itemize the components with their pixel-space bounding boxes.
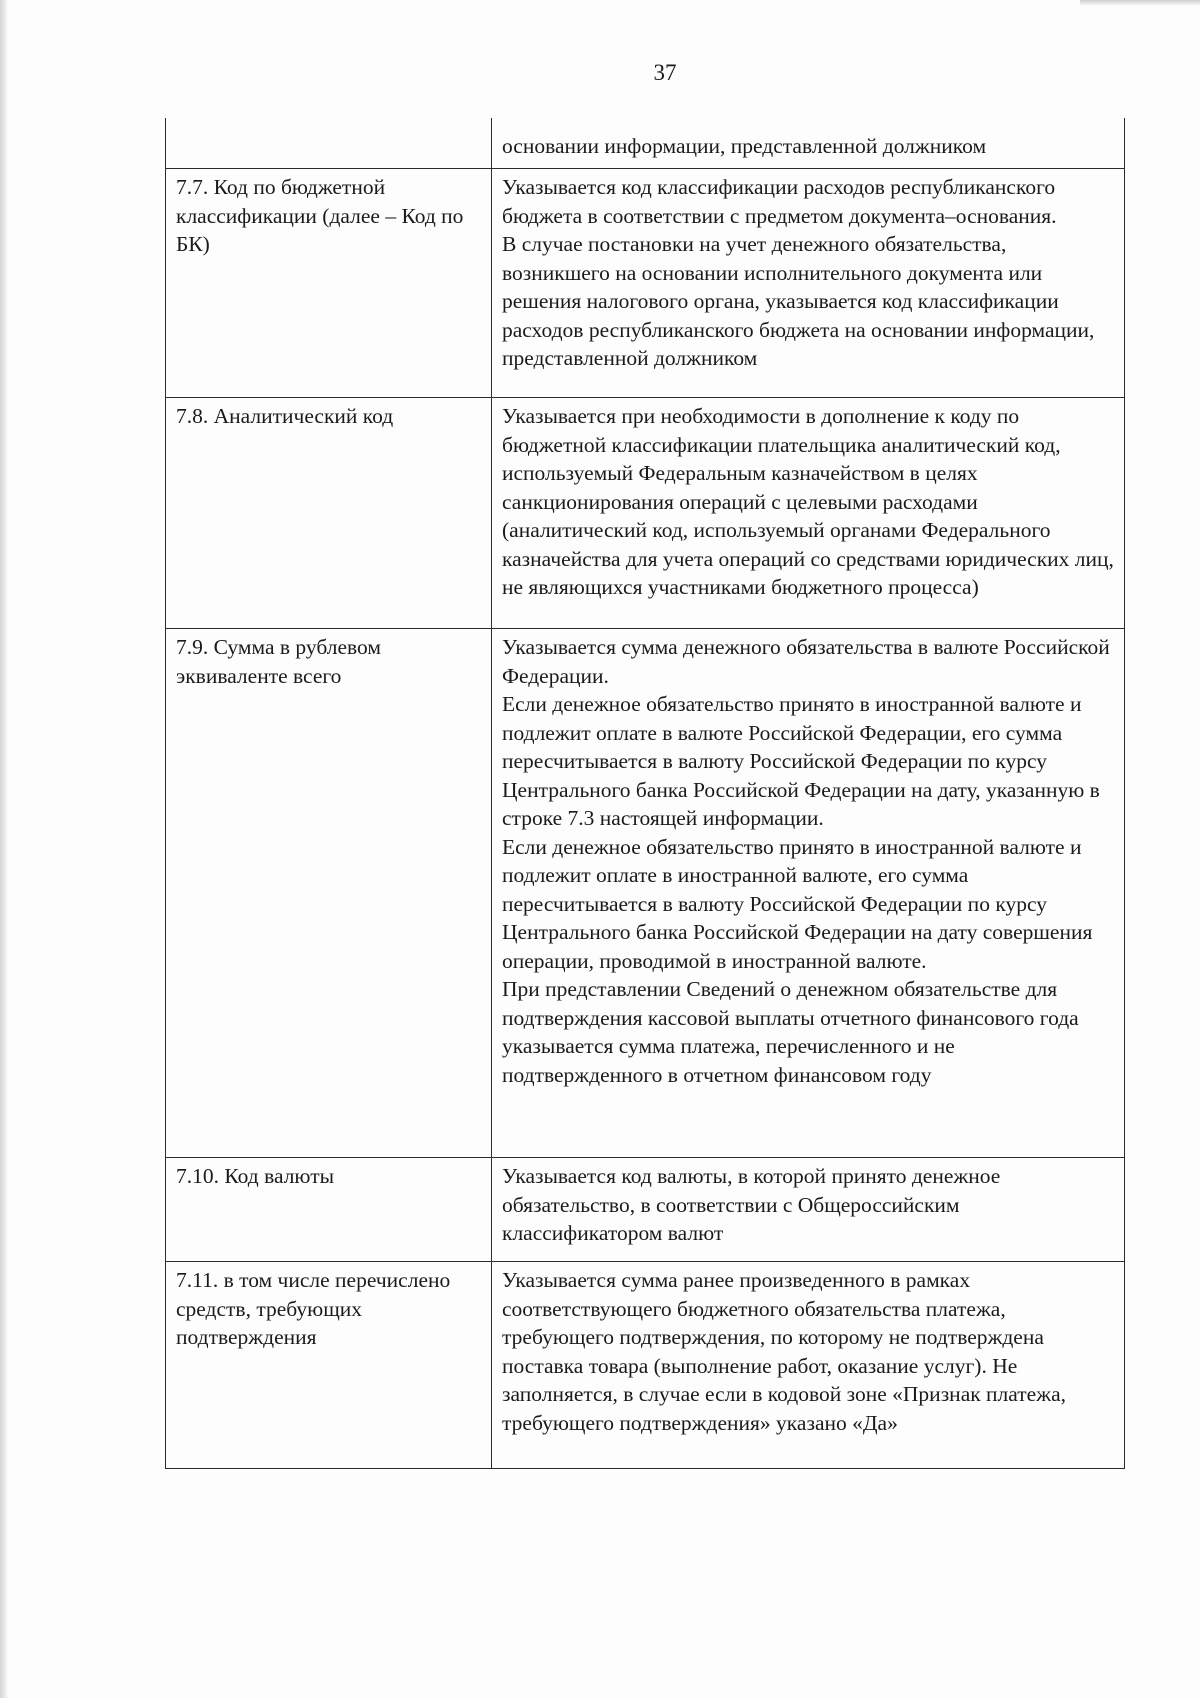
description-cell [492, 1262, 1125, 1469]
description-paragraph: Если денежное обязательство принято в иностранной валюте и подлежит оплате в валюте Российской Федерации, его сумма пересчитывается в валюту Российской Федерации по курсу Центрального банка Российской Федерации на дату, указанную в строке 7.3 настоящей информации. [502, 692, 1100, 830]
table-row-7-8 [166, 398, 1125, 629]
description-cell [492, 169, 1125, 398]
scan-edge-shadow [0, 0, 7, 1698]
description-paragraph: Указывается сумма денежного обязательства в валюте Российской Федерации. [502, 635, 1110, 688]
field-cell [166, 118, 492, 169]
field-cell: 7.9. Сумма в рублевом эквиваленте всего [166, 629, 492, 1158]
description-paragraph: В случае постановки на учет денежного обязательства, возникшего на основании исполнительного документа или решения налогового органа, указывается код классификации расходов республиканского бюджета на основании информации, представленной должником [502, 232, 1095, 370]
description-paragraph: Указывается код классификации расходов республиканского бюджета в соответствии с предметом документа–основания. [502, 175, 1057, 228]
description-paragraph: Указывается код валюты, в которой принято денежное обязательство, в соответствии с Общероссийским классификатором валют [502, 1164, 1001, 1245]
description-cell [492, 1158, 1125, 1262]
table-row-7-7 [166, 169, 1125, 398]
description-paragraph: При представлении Сведений о денежном обязательстве для подтверждения кассовой выплаты отчетного финансового года указывается сумма платежа, перечисленного и не подтвержденного в отчетном финансовом году [502, 977, 1079, 1087]
field-cell: 7.11. в том числе перечислено средств, требующих подтверждения [166, 1262, 492, 1469]
description-cell [492, 629, 1125, 1158]
description-paragraph: Указывается при необходимости в дополнение к коду по бюджетной классификации плательщика аналитический код, используемый Федеральным казначейством в целях санкционирования операций с целевыми расходами (аналитический код, используемый органами Федерального казначейства для учета операций со средствами юридических лиц, не являющихся участниками бюджетного процесса) [502, 404, 1114, 599]
table-row-7-11 [166, 1262, 1125, 1469]
description-paragraph: Указывается сумма ранее произведенного в рамках соответствующего бюджетного обязательства платежа, требующего подтверждения, по которому не подтверждена поставка товара (выполнение работ, оказание услуг). Не заполняется, в случае если в кодовой зоне «Признак платежа, требующего подтверждения» указано «Да» [502, 1268, 1066, 1435]
field-description-table [165, 118, 1125, 1469]
description-paragraph: Если денежное обязательство принято в иностранной валюте и подлежит оплате в иностранной валюте, его сумма пересчитывается в валюту Российской Федерации по курсу Центрального банка Российской Федерации на дату совершения операции, проводимой в иностранной валюте. [502, 834, 1093, 973]
description-cell [492, 118, 1125, 169]
description-paragraph: основании информации, представленной должником [502, 134, 987, 158]
field-cell: 7.7. Код по бюджетной классификации (далее – Код по БК) [166, 169, 492, 398]
scan-corner-shadow [1080, 0, 1200, 6]
field-cell: 7.10. Код валюты [166, 1158, 492, 1262]
field-cell: 7.8. Аналитический код [166, 398, 492, 629]
page-number: 37 [653, 60, 677, 85]
table-row-continued [166, 118, 1125, 169]
description-cell [492, 398, 1125, 629]
table-row-7-10 [166, 1158, 1125, 1262]
table-row-7-9 [166, 629, 1125, 1158]
